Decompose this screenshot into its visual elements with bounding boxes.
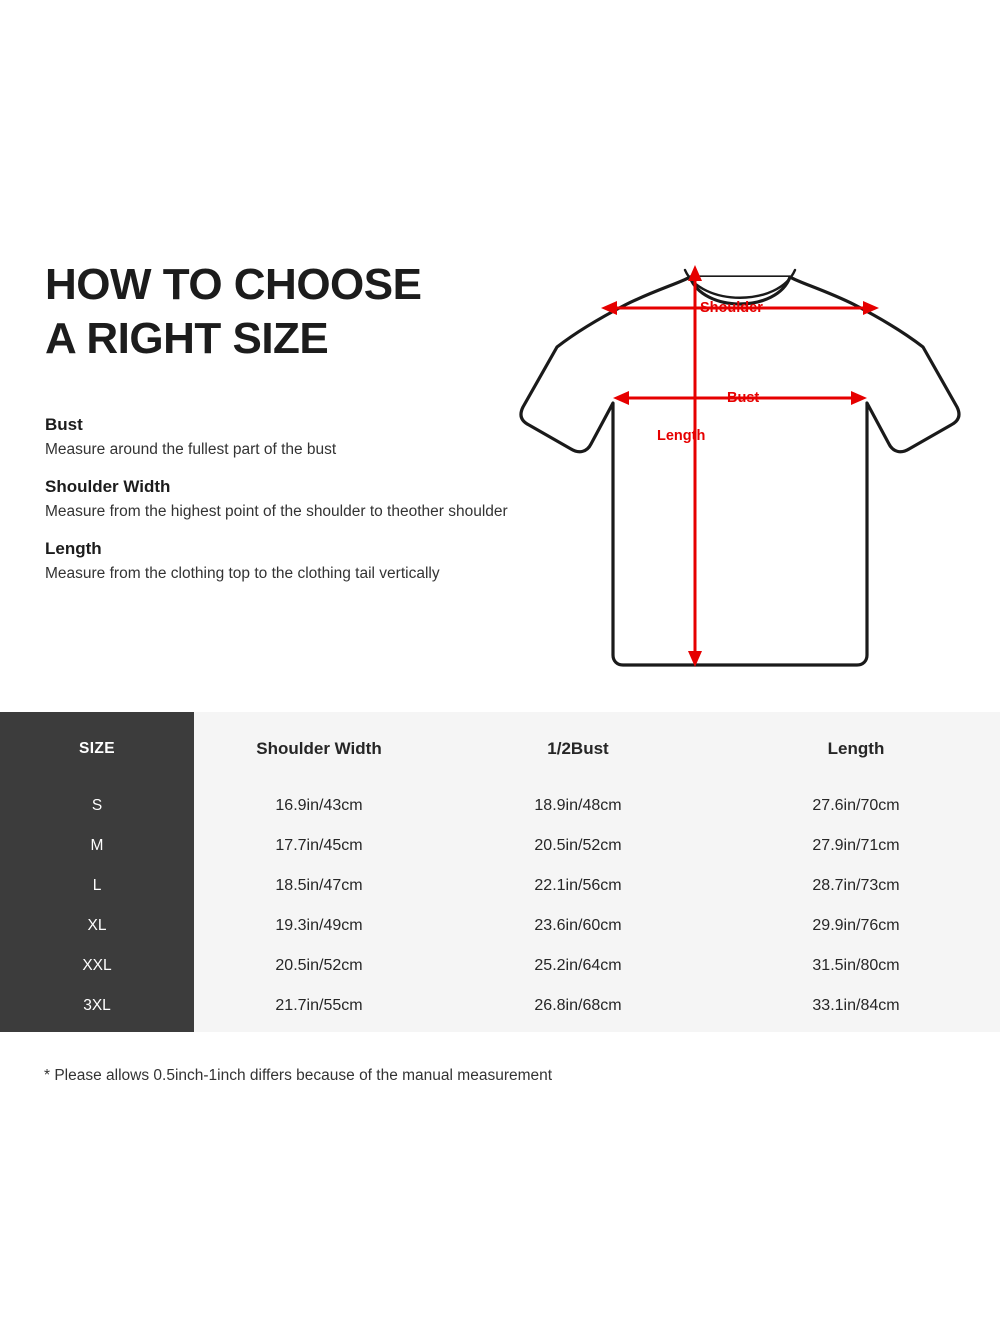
cell-length: 31.5in/80cm (812, 957, 900, 974)
table-row (0, 826, 1000, 866)
cell-size: 3XL (83, 997, 111, 1014)
measurement-definitions (45, 415, 515, 601)
cell-half-bust: 22.1in/56cm (534, 877, 622, 894)
cell-length: 33.1in/84cm (812, 997, 900, 1014)
shoulder-dimension-label: Shoulder (700, 300, 763, 316)
cell-shoulder-width: 19.3in/49cm (275, 917, 363, 934)
cell-length: 27.6in/70cm (812, 797, 900, 814)
cell-shoulder-width: 17.7in/45cm (275, 837, 363, 854)
table-row (0, 786, 1000, 826)
page-title-line-2: A RIGHT SIZE (45, 313, 329, 363)
size-table (0, 712, 1000, 1026)
header-size: SIZE (78, 740, 116, 757)
cell-shoulder-width: 20.5in/52cm (275, 957, 363, 974)
shirt-body-path (521, 277, 959, 665)
cell-length: 29.9in/76cm (812, 917, 900, 934)
cell-shoulder-width: 18.5in/47cm (275, 877, 363, 894)
table-row (0, 866, 1000, 906)
header-shoulder-width: Shoulder Width (256, 739, 382, 758)
definition-shoulder-width-desc: Measure from the highest point of the shoulder to theother shoulder (45, 503, 508, 520)
cell-size: S (91, 797, 103, 814)
definition-bust (45, 415, 515, 461)
cell-size: XL (87, 917, 107, 934)
size-table-section (0, 712, 1000, 1032)
cell-shoulder-width: 16.9in/43cm (275, 797, 363, 814)
definition-bust-term: Bust (45, 415, 83, 434)
cell-half-bust: 20.5in/52cm (534, 837, 622, 854)
size-table-header (0, 712, 1000, 786)
cell-size: XXL (82, 957, 112, 974)
header-length: Length (827, 739, 885, 758)
cell-length: 28.7in/73cm (812, 877, 900, 894)
cell-shoulder-width: 21.7in/55cm (275, 997, 363, 1014)
cell-size: M (90, 837, 104, 854)
cell-half-bust: 26.8in/68cm (534, 997, 622, 1014)
table-row (0, 906, 1000, 946)
cell-half-bust: 23.6in/60cm (534, 917, 622, 934)
size-table-body (0, 786, 1000, 1026)
cell-half-bust: 18.9in/48cm (534, 797, 622, 814)
definition-length-desc: Measure from the clothing top to the clothing tail vertically (45, 565, 440, 582)
table-row (0, 986, 1000, 1026)
table-header-row (0, 712, 1000, 786)
length-dimension-label: Length (657, 428, 706, 444)
definition-length (45, 539, 515, 585)
page-title (45, 258, 525, 365)
tshirt-diagram (505, 235, 975, 695)
cell-size: L (92, 877, 102, 894)
bust-dimension-label: Bust (727, 390, 760, 406)
definition-shoulder-width-term: Shoulder Width (45, 477, 171, 496)
page-title-line-1: HOW TO CHOOSE (45, 260, 422, 309)
header-half-bust: 1/2Bust (547, 739, 609, 758)
measurement-disclaimer: * Please allows 0.5inch-1inch differs because of the manual measurement (44, 1067, 553, 1084)
table-row (0, 946, 1000, 986)
definition-shoulder-width (45, 477, 515, 523)
cell-length: 27.9in/71cm (812, 837, 900, 854)
cell-half-bust: 25.2in/64cm (534, 957, 622, 974)
definition-length-term: Length (45, 539, 102, 558)
definition-bust-desc: Measure around the fullest part of the bust (45, 441, 337, 458)
